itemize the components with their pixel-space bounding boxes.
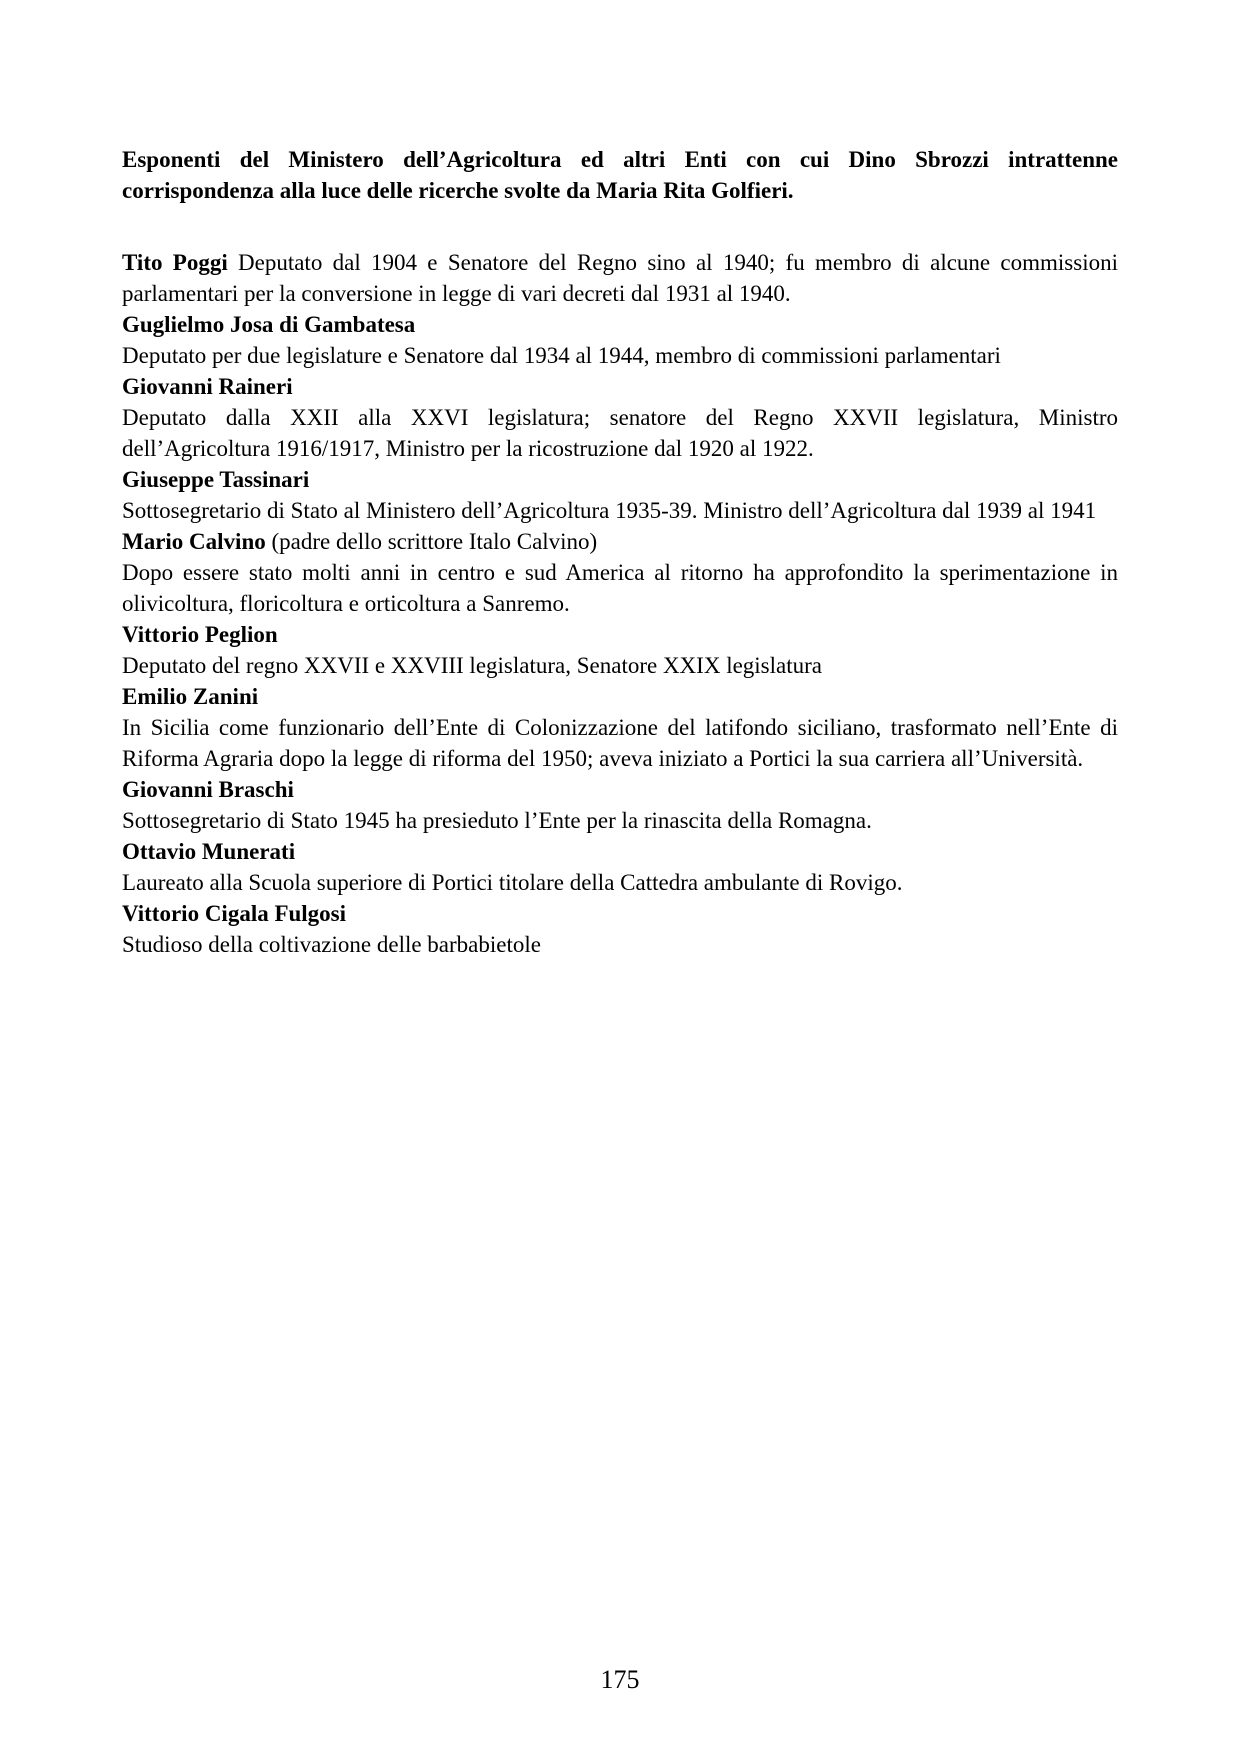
entry-text: Sottosegretario di Stato 1945 ha presieduto l’Ente per la rinascita della Romagna.: [122, 808, 872, 833]
page-number: 175: [600, 1665, 640, 1694]
document-page: [122, 144, 1118, 960]
entry-heading: [122, 464, 1118, 495]
list-item: [122, 836, 1118, 898]
list-item: [122, 309, 1118, 371]
entry-text: In Sicilia come funzionario dell’Ente di Colonizzazione del latifondo siciliano, trasformato nell’Ente di Riforma Agraria dopo la legge di riforma del 1950; aveva iniziato a Portici la sua carriera all’Università.: [122, 715, 1118, 771]
entry-note: (padre dello scrittore Italo Calvino): [265, 529, 598, 554]
list-item: [122, 774, 1118, 836]
entry-name: Giovanni Raineri: [122, 374, 293, 399]
list-item: [122, 464, 1118, 526]
entry-heading: [122, 619, 1118, 650]
entry-text: Sottosegretario di Stato al Ministero dell’Agricoltura 1935-39. Ministro dell’Agricoltura dal 1939 al 1941: [122, 498, 1097, 523]
entry-heading: [122, 371, 1118, 402]
entry-heading: [122, 309, 1118, 340]
entry-text: Studioso della coltivazione delle barbabietole: [122, 932, 541, 957]
entry-name: Mario Calvino: [122, 529, 266, 554]
entry-heading: [122, 774, 1118, 805]
page-heading: Esponenti del Ministero dell’Agricoltura ed altri Enti con cui Dino Sbrozzi intrattenne corrispondenza alla luce delle ricerche svolte da Maria Rita Golfieri.: [122, 147, 1118, 203]
entry-name: Tito Poggi: [122, 250, 228, 275]
entry-text: Deputato per due legislature e Senatore dal 1934 al 1944, membro di commissioni parlamentari: [122, 343, 1001, 368]
list-item: [122, 619, 1118, 681]
entry-name: Emilio Zanini: [122, 684, 259, 709]
list-item: [122, 681, 1118, 774]
entry-text: Deputato dalla XXII alla XXVI legislatura; senatore del Regno XXVII legislatura, Ministro dell’Agricoltura 1916/1917, Ministro per la ricostruzione dal 1920 al 1922.: [122, 405, 1118, 461]
entry-heading: [122, 836, 1118, 867]
entry-name: Vittorio Cigala Fulgosi: [122, 901, 347, 926]
entry-heading: [122, 898, 1118, 929]
entry-text: Deputato dal 1904 e Senatore del Regno sino al 1940; fu membro di alcune commissioni parlamentari per la conversione in legge di vari decreti dal 1931 al 1940.: [122, 250, 1118, 306]
entry-text: Deputato del regno XXVII e XXVIII legislatura, Senatore XXIX legislatura: [122, 653, 822, 678]
entry-text: Dopo essere stato molti anni in centro e sud America al ritorno ha approfondito la sperimentazione in olivicoltura, floricoltura e orticoltura a Sanremo.: [122, 560, 1118, 616]
entry-name: Giovanni Braschi: [122, 777, 294, 802]
entries-list: [122, 247, 1118, 960]
entry-text: Laureato alla Scuola superiore di Portici titolare della Cattedra ambulante di Rovigo.: [122, 870, 903, 895]
list-item: [122, 898, 1118, 960]
entry-name: Vittorio Peglion: [122, 622, 278, 647]
entry-name: Giuseppe Tassinari: [122, 467, 310, 492]
entry-name: Ottavio Munerati: [122, 839, 296, 864]
list-item: [122, 247, 1118, 309]
entry-heading: [122, 526, 1118, 557]
list-item: [122, 371, 1118, 464]
entry-name: Guglielmo Josa di Gambatesa: [122, 312, 416, 337]
entry-heading: [122, 681, 1118, 712]
list-item: [122, 526, 1118, 619]
